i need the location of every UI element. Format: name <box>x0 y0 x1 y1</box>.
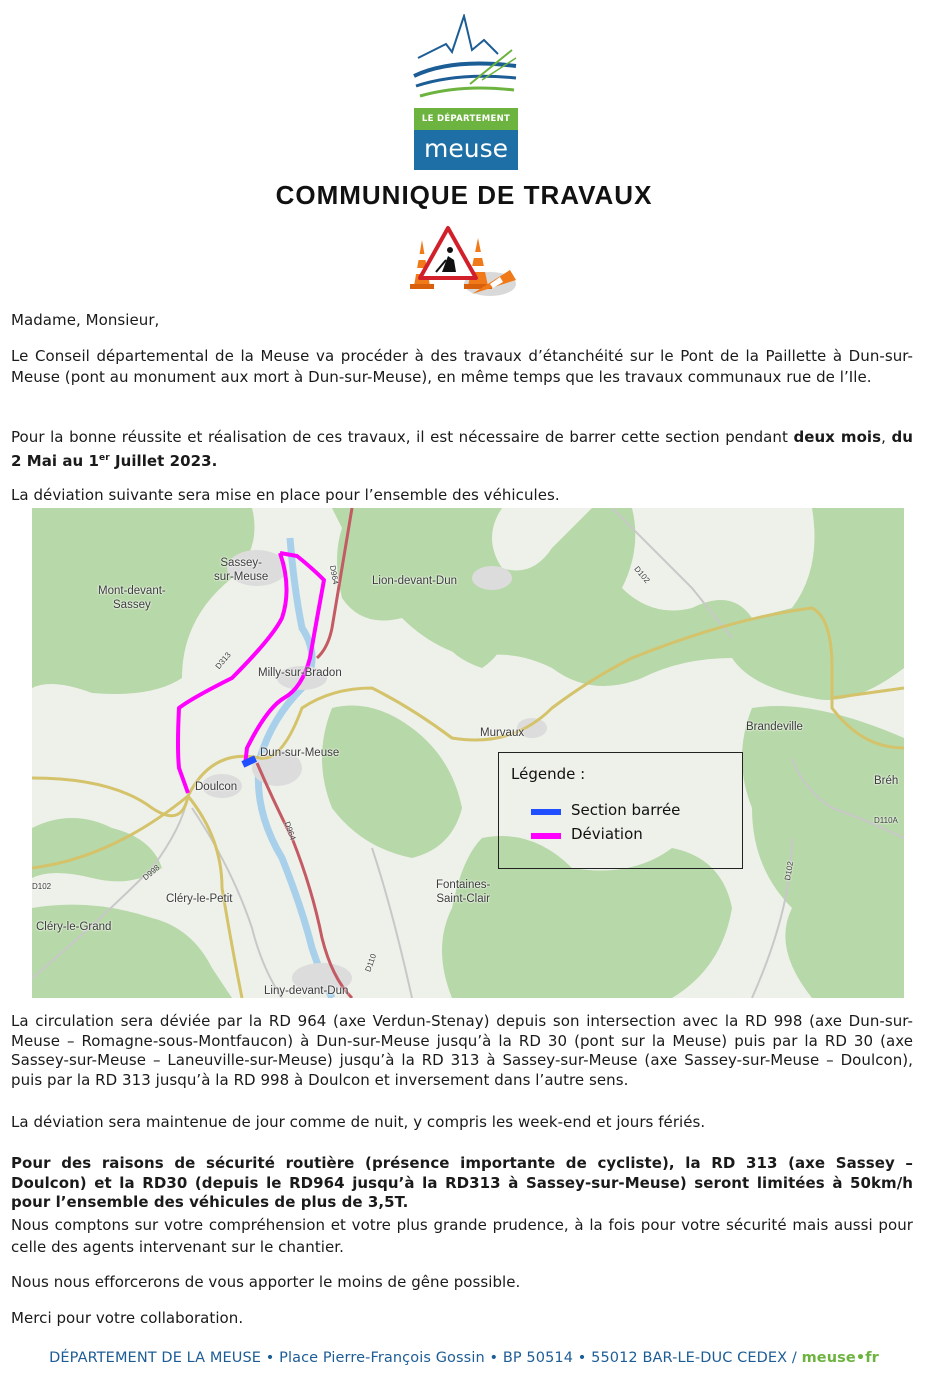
map-road-d313: D313 <box>213 650 233 671</box>
logo-landscape-icon <box>412 14 520 108</box>
logo-label-main: meuse <box>414 130 518 170</box>
paragraph-detour-intro: La déviation suivante sera mise en place pour l’ensemble des véhicules. <box>11 486 560 504</box>
paragraph-detour-route: La circulation sera déviée par la RD 964 (axe Verdun-Stenay) depuis son intersection avec la RD 998 (axe Dun-sur-Meuse – Romagne-sous-Montfaucon) à Dun-sur-Meuse jusqu’à la RD 30 (pont sur la Meuse) puis par la RD 30 (axe Sassey-sur-Meuse – Laneuville-sur-Meuse) jusqu’à la RD 313 à Sassey-sur-Meuse (axe Sassey-sur-Meuse – Doulcon), puis par la RD 313 jusqu’à la RD 998 à Doulcon et inversement dans l’autre sens. <box>11 1012 913 1089</box>
map-road-d102: D102 <box>632 564 652 585</box>
salutation: Madame, Monsieur, <box>11 311 160 329</box>
paragraph-inconvenience: Nous nous efforcerons de vous apporter le moins de gêne possible. <box>11 1273 521 1291</box>
closure-date-sup: er <box>99 453 110 463</box>
legend-label-closed: Section barrée <box>571 801 681 819</box>
legend-swatch-closed <box>531 809 561 815</box>
map-label-dun: Dun-sur-Meuse <box>260 747 340 759</box>
map-label-liny: Liny-devant-Dun <box>264 985 349 997</box>
map-road-d998: D998 <box>141 863 162 883</box>
map-road-d110a: D110A <box>874 816 898 825</box>
map-road-d102-east: D102 <box>782 860 796 882</box>
map-legend <box>498 752 743 869</box>
map-label-milly: Milly-sur-Bradon <box>258 667 342 679</box>
closure-text: Pour la bonne réussite et réalisation de ces travaux, il est nécessaire de barrer cette section pendant <box>11 428 794 446</box>
department-logo <box>412 14 520 163</box>
legend-title: Légende : <box>511 765 586 783</box>
map-label-mont-devant: Mont-devant- Sassey <box>98 585 166 611</box>
map-graphic <box>32 508 904 998</box>
closure-date-end: Juillet 2023. <box>109 452 218 470</box>
detour-map <box>32 508 904 998</box>
paragraph-speed-limit: Pour des raisons de sécurité routière (présence importante de cycliste), la RD 313 (axe Sassey – Doulcon) et la RD30 (depuis le RD964 jusqu’à la RD313 à Sassey-sur-Meuse) seront limitées à 50km/h pour l’ensemble des véhicules de plus de 3,5T. <box>11 1154 913 1211</box>
map-road-d110: D110 <box>363 952 379 974</box>
paragraph-detour-hours: La déviation sera maintenue de jour comme de nuit, y compris les week-end et jours fériés. <box>11 1113 706 1131</box>
legend-swatch-detour <box>531 833 561 839</box>
logo-label-top: LE DÉPARTEMENT <box>414 108 518 130</box>
map-label-clery-petit: Cléry-le-Petit <box>166 893 233 905</box>
map-label-brandeville: Brandeville <box>746 721 803 733</box>
map-label-fontaines: Fontaines- Saint-Clair <box>436 879 491 905</box>
map-label-brehe: Bréh <box>874 775 899 787</box>
footer-address <box>0 1350 928 1366</box>
map-label-sassey: Sassey- sur-Meuse <box>214 557 269 583</box>
map-road-d964-south: D964 <box>282 820 298 842</box>
page-title: COMMUNIQUE DE TRAVAUX <box>275 180 653 210</box>
paragraph-thanks: Merci pour votre collaboration. <box>11 1309 244 1327</box>
closure-duration: deux mois <box>793 428 882 446</box>
paragraph-works: Le Conseil départemental de la Meuse va procéder à des travaux d’étanchéité sur le Pont de la Paillette à Dun-sur-Meuse (pont au monument aux mort à Dun-sur-Meuse), en même temps que les travaux communaux rue de l’Ile. <box>11 347 913 386</box>
map-label-doulcon: Doulcon <box>195 781 238 793</box>
footer-address-text: DÉPARTEMENT DE LA MEUSE • Place Pierre-François Gossin • BP 50514 • 55012 BAR-LE-DUC CEDEX / <box>49 1350 802 1366</box>
map-label-clery-grand: Cléry-le-Grand <box>36 921 112 933</box>
paragraph-closure <box>11 427 913 472</box>
map-label-lion: Lion-devant-Dun <box>372 575 458 587</box>
map-road-d102-west: D102 <box>32 882 52 891</box>
footer-brand: meuse•fr <box>801 1350 879 1366</box>
logo-plate <box>414 108 518 170</box>
map-road-d964-north: D964 <box>327 564 341 586</box>
map-label-murvaux: Murvaux <box>480 727 525 739</box>
closure-date-start: du 2 Mai au 1 <box>11 428 913 470</box>
legend-label-detour: Déviation <box>571 825 643 843</box>
road-works-cones-icon <box>406 224 522 300</box>
paragraph-prudence: Nous comptons sur votre compréhension et votre plus grande prudence, à la fois pour votre sécurité mais aussi pour celle des agents intervenant sur le chantier. <box>11 1216 913 1256</box>
closure-sep: , <box>881 428 892 446</box>
